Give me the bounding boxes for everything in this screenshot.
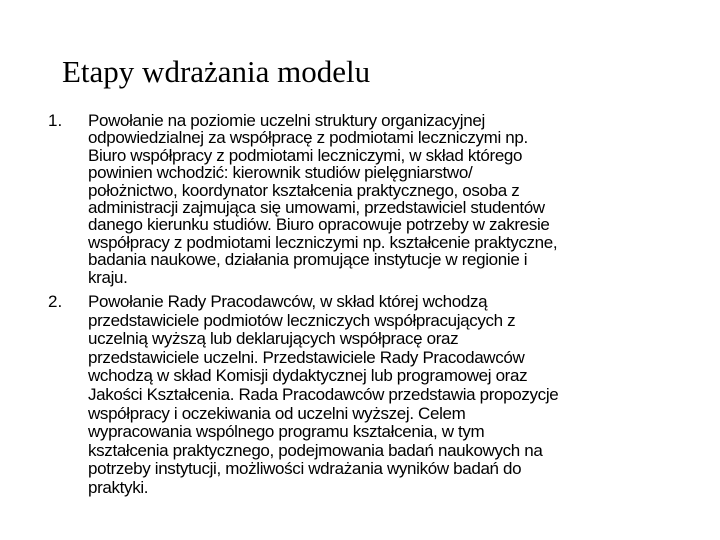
text-line: administracji zajmująca się umowami, przedstawiciel studentów (88, 198, 545, 218)
list-item-text (88, 112, 558, 286)
text-line: Biuro współpracy z podmiotami leczniczymi, w skład którego (88, 145, 523, 165)
text-line: kształcenia praktycznego, podejmowania badań naukowych na (88, 440, 543, 460)
text-line: praktyki. (88, 478, 149, 497)
text-line: współpracy z podmiotami leczniczymi np. kształcenie praktyczne, (88, 232, 558, 252)
text-line: Powołanie na poziomie uczelni struktury organizacyjnej (88, 111, 485, 130)
text-line: położnictwo, koordynator kształcenia praktycznego, osoba z (88, 180, 520, 200)
text-line: przedstawiciele podmiotów leczniczych współpracujących z (88, 310, 516, 330)
text-line: wchodzą w skład Komisji dydaktycznej lub programowej oraz (88, 366, 528, 386)
list-number: 2. (48, 292, 63, 312)
text-line: wypracowania wspólnego programu kształcenia, w tym (88, 422, 485, 442)
list-item-text (88, 293, 558, 498)
text-line: uczelnią wyższą lub deklarujących współpracę oraz (88, 329, 459, 349)
list-item (0, 293, 558, 498)
text-line: odpowiedzialnej za współpracę z podmiotami leczniczymi np. (88, 128, 528, 148)
text-line: współpracy i oczekiwania od uczelni wyższej. Celem (88, 403, 466, 423)
list-item (0, 112, 558, 286)
text-line: przedstawiciele uczelni. Przedstawiciele Rady Pracodawców (88, 347, 525, 367)
text-line: powinien wchodzić: kierownik studiów pielęgniarstwo/ (88, 163, 473, 183)
list-number: 1. (48, 111, 63, 130)
text-line: Jakości Kształcenia. Rada Pracodawców przedstawia propozycje (88, 385, 559, 405)
text-line: kraju. (88, 267, 128, 287)
text-line: Powołanie Rady Pracodawców, w skład której wchodzą (88, 292, 488, 312)
text-line: danego kierunku studiów. Biuro opracowuje potrzeby w zakresie (88, 215, 550, 235)
slide-title: Etapy wdrażania modelu (62, 54, 371, 89)
numbered-list (0, 112, 558, 505)
text-line: potrzeby instytucji, możliwości wdrażania wyników badań do (88, 459, 522, 479)
text-line: badania naukowe, działania promujące instytucje w regionie i (88, 250, 528, 270)
